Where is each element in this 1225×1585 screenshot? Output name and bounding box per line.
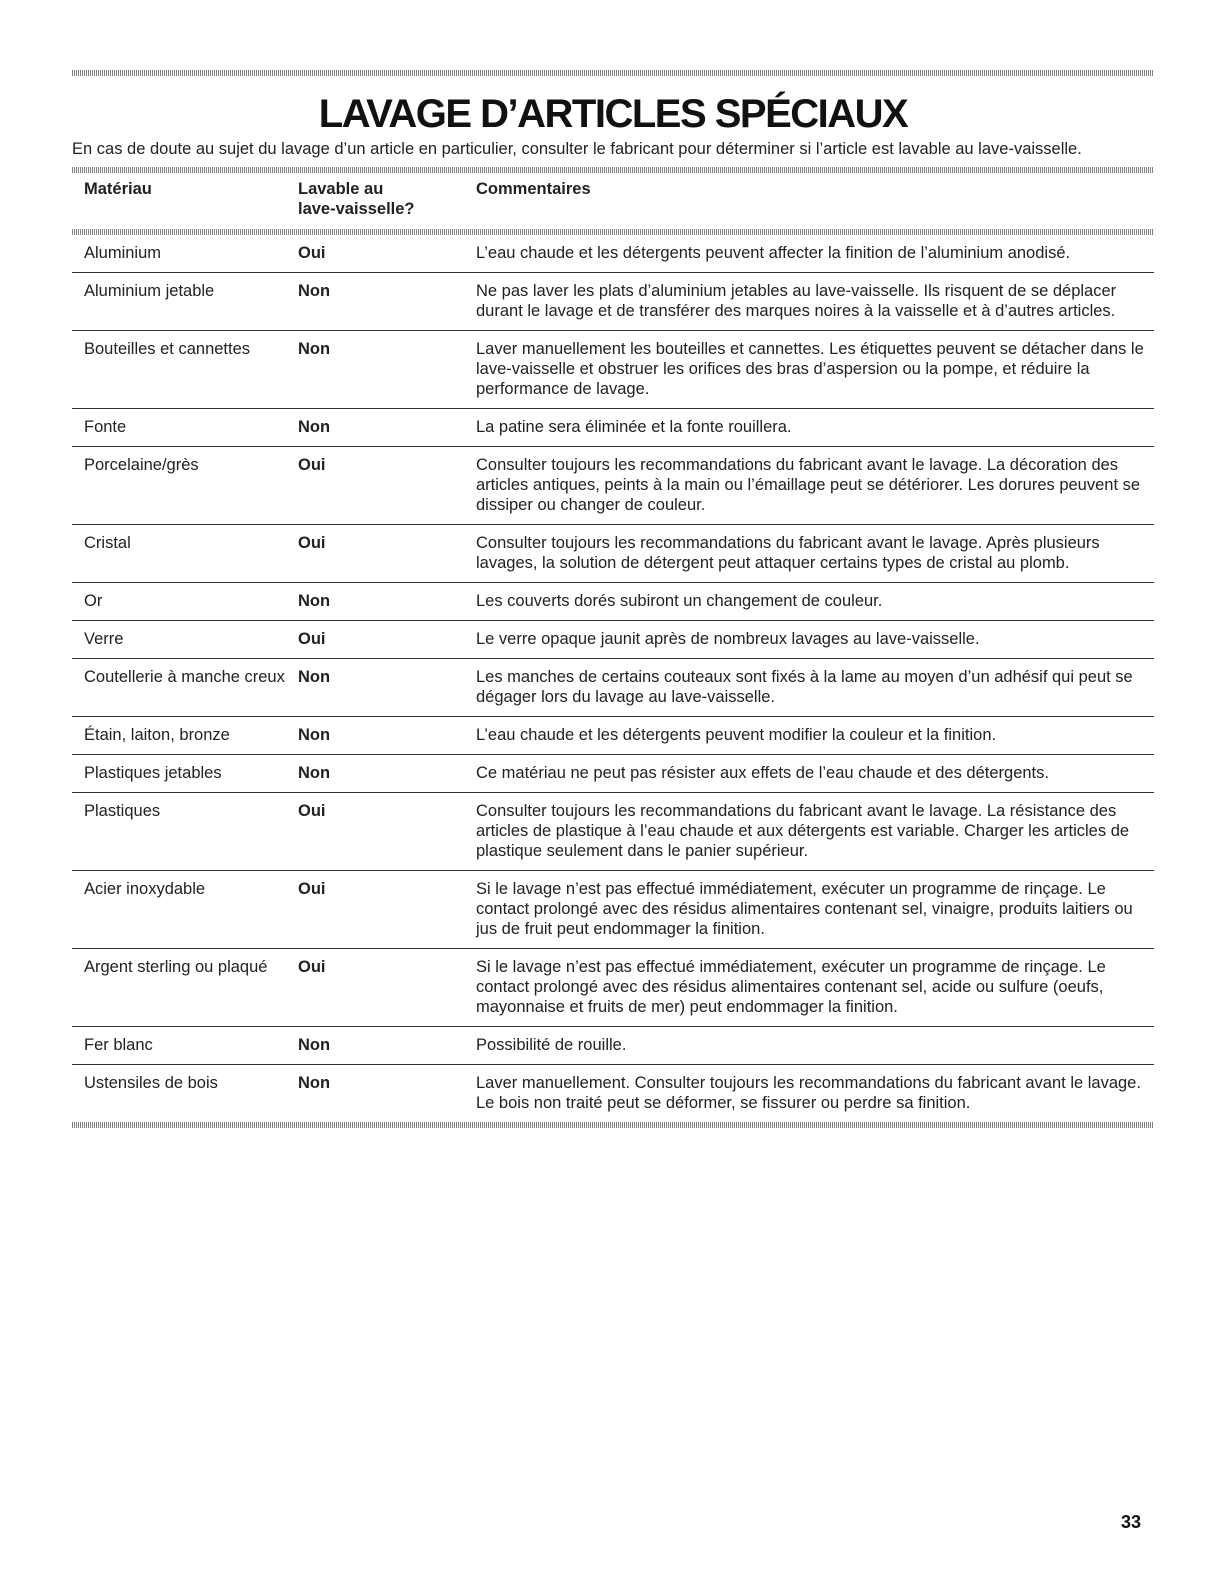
table-row xyxy=(72,793,1154,871)
table-top-divider xyxy=(72,167,1154,173)
cell-material: Argent sterling ou plaqué xyxy=(84,958,268,976)
cell-washable: Non xyxy=(298,418,331,436)
cell-washable: Non xyxy=(298,764,331,782)
table-row xyxy=(72,331,1154,409)
cell-comment: Laver manuellement. Consulter toujours les recommandations du fabricant avant le lavage. Le bois non traité peut se déformer, se fissurer ou perdre sa finition. xyxy=(476,1074,1141,1112)
table-row xyxy=(72,659,1154,717)
cell-comment: Consulter toujours les recommandations du fabricant avant le lavage. La décoration des articles antiques, peints à la main ou l’émaillage peut se détériorer. Les dorures peuvent se dissiper ou changer de couleur. xyxy=(476,456,1141,514)
cell-material: Acier inoxydable xyxy=(84,880,206,898)
table-body xyxy=(72,235,1154,1122)
cell-washable: Oui xyxy=(298,880,326,898)
cell-material: Ustensiles de bois xyxy=(84,1074,218,1092)
cell-comment: Consulter toujours les recommandations du fabricant avant le lavage. La résistance des articles de plastique à l’eau chaude et aux détergents est variable. Charger les articles de plastique seulement dans le panier supérieur. xyxy=(476,802,1130,860)
cell-washable: Oui xyxy=(298,244,326,262)
table-row xyxy=(72,447,1154,525)
cell-washable: Non xyxy=(298,726,331,744)
table-row xyxy=(72,583,1154,621)
cell-comment: Le verre opaque jaunit après de nombreux lavages au lave-vaisselle. xyxy=(476,630,980,648)
header-washable xyxy=(298,179,476,219)
table-row xyxy=(72,409,1154,447)
page-title: LAVAGE D’ARTICLES SPÉCIAUX xyxy=(318,92,908,136)
cell-comment: L’eau chaude et les détergents peuvent modifier la couleur et la finition. xyxy=(476,726,997,744)
cell-comment: Si le lavage n’est pas effectué immédiatement, exécuter un programme de rinçage. Le contact prolongé avec des résidus alimentaires contenant sel, vinaigre, produits laitiers ou jus de fruit peut endommager la finition. xyxy=(476,880,1133,938)
table-row xyxy=(72,717,1154,755)
cell-washable: Oui xyxy=(298,630,326,648)
cell-material: Étain, laiton, bronze xyxy=(84,726,230,744)
table-bottom-divider xyxy=(72,1122,1154,1128)
table-row xyxy=(72,1065,1154,1122)
cell-comment: Consulter toujours les recommandations du fabricant avant le lavage. Après plusieurs lavages, la solution de détergent peut attaquer certains types de cristal au plomb. xyxy=(476,534,1100,572)
header-material: Matériau xyxy=(84,180,152,198)
cell-comment: Les manches de certains couteaux sont fixés à la lame au moyen d’un adhésif qui peut se dégager lors du lavage au lave-vaisselle. xyxy=(476,668,1133,706)
cell-material: Cristal xyxy=(84,534,131,552)
cell-comment: L’eau chaude et les détergents peuvent affecter la finition de l’aluminium anodisé. xyxy=(476,244,1071,262)
cell-material: Fer blanc xyxy=(84,1036,153,1054)
cell-material: Bouteilles et cannettes xyxy=(84,340,251,358)
header-washable-line1: Lavable au xyxy=(298,180,384,198)
cell-washable: Non xyxy=(298,1036,331,1054)
cell-washable: Oui xyxy=(298,534,326,552)
cell-comment: Possibilité de rouille. xyxy=(476,1036,627,1054)
cell-material: Aluminium jetable xyxy=(84,282,215,300)
cell-washable: Oui xyxy=(298,958,326,976)
table-row xyxy=(72,949,1154,1027)
table-row xyxy=(72,1027,1154,1065)
cell-washable: Non xyxy=(298,592,331,610)
cell-material: Fonte xyxy=(84,418,127,436)
cell-material: Plastiques xyxy=(84,802,161,820)
cell-washable: Non xyxy=(298,340,331,358)
header-comments: Commentaires xyxy=(476,180,591,198)
header-washable-line2: lave-vaisselle? xyxy=(298,200,415,218)
document-page xyxy=(72,70,1154,1128)
table-row xyxy=(72,525,1154,583)
table-row xyxy=(72,621,1154,659)
page-number: 33 xyxy=(1120,1512,1141,1532)
cell-material: Or xyxy=(84,592,103,610)
table-row xyxy=(72,273,1154,331)
cell-material: Verre xyxy=(84,630,124,648)
cell-comment: Si le lavage n’est pas effectué immédiatement, exécuter un programme de rinçage. Le contact prolongé avec des résidus alimentaires contenant sel, acide ou sulfure (oeufs, mayonnaise et fruits de mer) peut endommager la finition. xyxy=(476,958,1106,1016)
cell-washable: Non xyxy=(298,1074,331,1092)
cell-comment: La patine sera éliminée et la fonte rouillera. xyxy=(476,418,792,436)
cell-washable: Oui xyxy=(298,456,326,474)
cell-comment: Laver manuellement les bouteilles et cannettes. Les étiquettes peuvent se détacher dans le lave-vaisselle et obstruer les orifices des bras d’aspersion ou la pompe, et réduire la performance de lavage. xyxy=(476,340,1144,398)
cell-comment: Les couverts dorés subiront un changement de couleur. xyxy=(476,592,883,610)
cell-washable: Oui xyxy=(298,802,326,820)
cell-material: Plastiques jetables xyxy=(84,764,222,782)
cell-material: Aluminium xyxy=(84,244,162,262)
table-row xyxy=(72,755,1154,793)
cell-comment: Ne pas laver les plats d’aluminium jetables au lave-vaisselle. Ils risquent de se déplacer durant le lavage et de transférer des marques noires à la vaisselle et à d’autres articles. xyxy=(476,282,1117,320)
cell-washable: Non xyxy=(298,668,331,686)
cell-comment: Ce matériau ne peut pas résister aux effets de l’eau chaude et des détergents. xyxy=(476,764,1049,782)
cell-material: Coutellerie à manche creux xyxy=(84,668,285,686)
cell-material: Porcelaine/grès xyxy=(84,456,199,474)
table-row xyxy=(72,871,1154,949)
table-row xyxy=(72,235,1154,273)
intro-paragraph: En cas de doute au sujet du lavage d’un article en particulier, consulter le fabricant pour déterminer si l’article est lavable au lave-vaisselle. xyxy=(72,140,1082,158)
top-divider xyxy=(72,70,1154,76)
cell-washable: Non xyxy=(298,282,331,300)
header-divider xyxy=(72,229,1154,235)
table-header xyxy=(72,173,1154,223)
